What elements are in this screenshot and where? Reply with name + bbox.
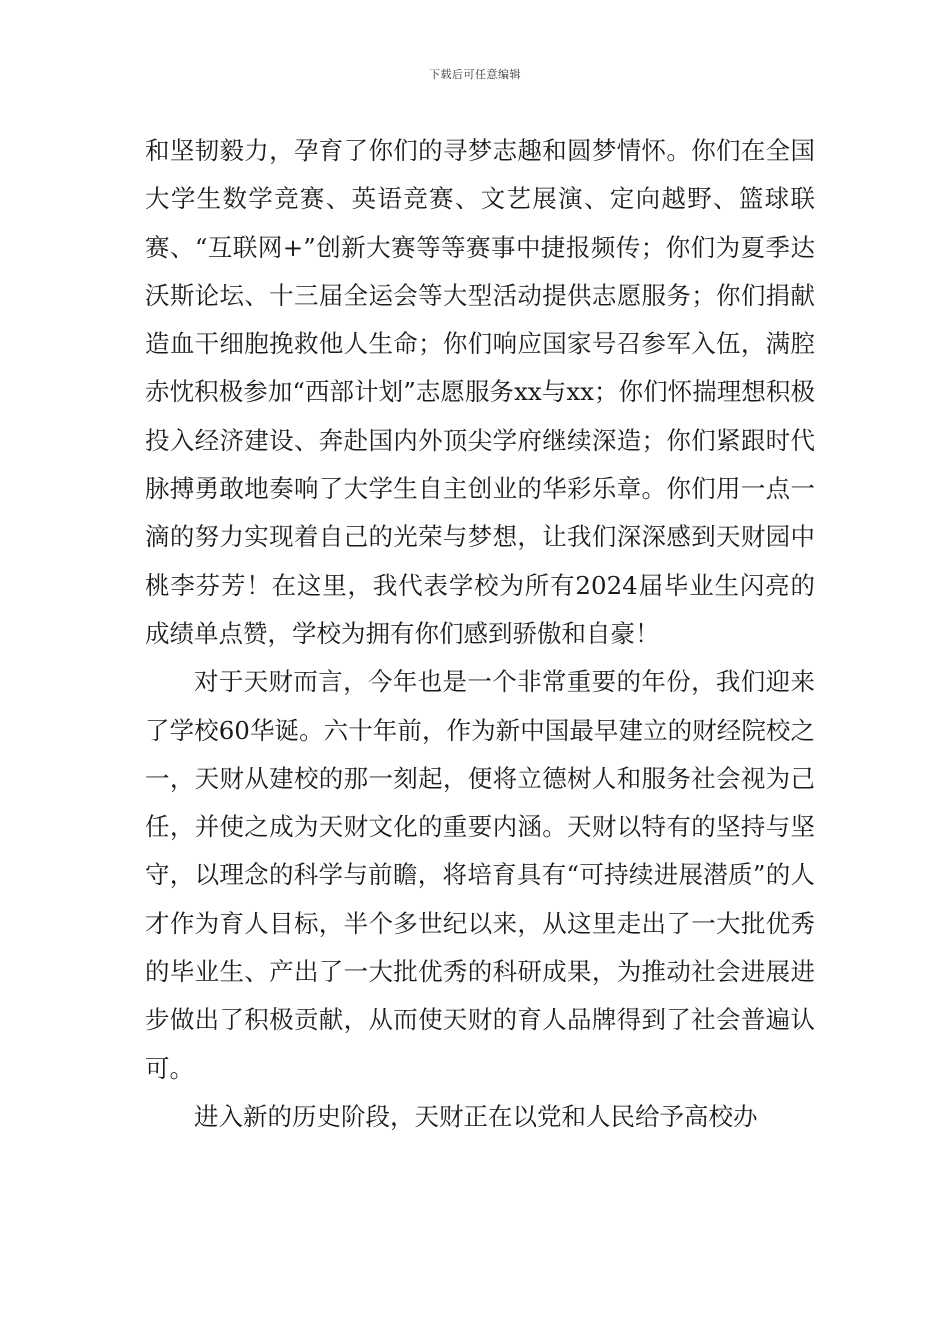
paragraph-continuation: 和坚韧毅力，孕育了你们的寻梦志趣和圆梦情怀。你们在全国大学生数学竞赛、英语竞赛、文艺展演、定向越野、篮球联赛、“互联网+”创新大赛等等赛事中捷报频传；你们为夏季达沃斯论坛、十三届全运会等大型活动提供志愿服务；你们捐献造血干细胞挽救他人生命；你们响应国家号召参军入伍，满腔赤忱积极参加“西部计划”志愿服务xx与xx；你们怀揣理想积极投入经济建设、奔赴国内外顶尖学府继续深造；你们紧跟时代脉搏勇敢地奏响了大学生自主创业的华彩乐章。你们用一点一滴的努力实现着自己的光荣与梦想，让我们深深感到天财园中桃李芬芳！在这里，我代表学校为所有2024届毕业生闪亮的成绩单点赞，学校为拥有你们感到骄傲和自豪！: [145, 136, 815, 648]
paragraph-anniversary: 对于天财而言，今年也是一个非常重要的年份，我们迎来了学校60华诞。六十年前，作为新中国最早建立的财经院校之一，天财从建校的那一刻起，便将立德树人和服务社会视为己任，并使之成为天财文化的重要内涵。天财以特有的坚持与坚守，以理念的科学与前瞻，将培育具有“可持续进展潜质”的人才作为育人目标，半个多世纪以来，从这里走出了一大批优秀的毕业生、产出了一大批优秀的科研成果，为推动社会进展进步做出了积极贡献，从而使天财的育人品牌得到了社会普遍认可。: [145, 667, 815, 1083]
document-body: [145, 127, 815, 1141]
page-header: 下载后可任意编辑: [429, 68, 521, 81]
paragraph-new-era: 进入新的历史阶段，天财正在以党和人民给予高校办: [194, 1101, 758, 1131]
